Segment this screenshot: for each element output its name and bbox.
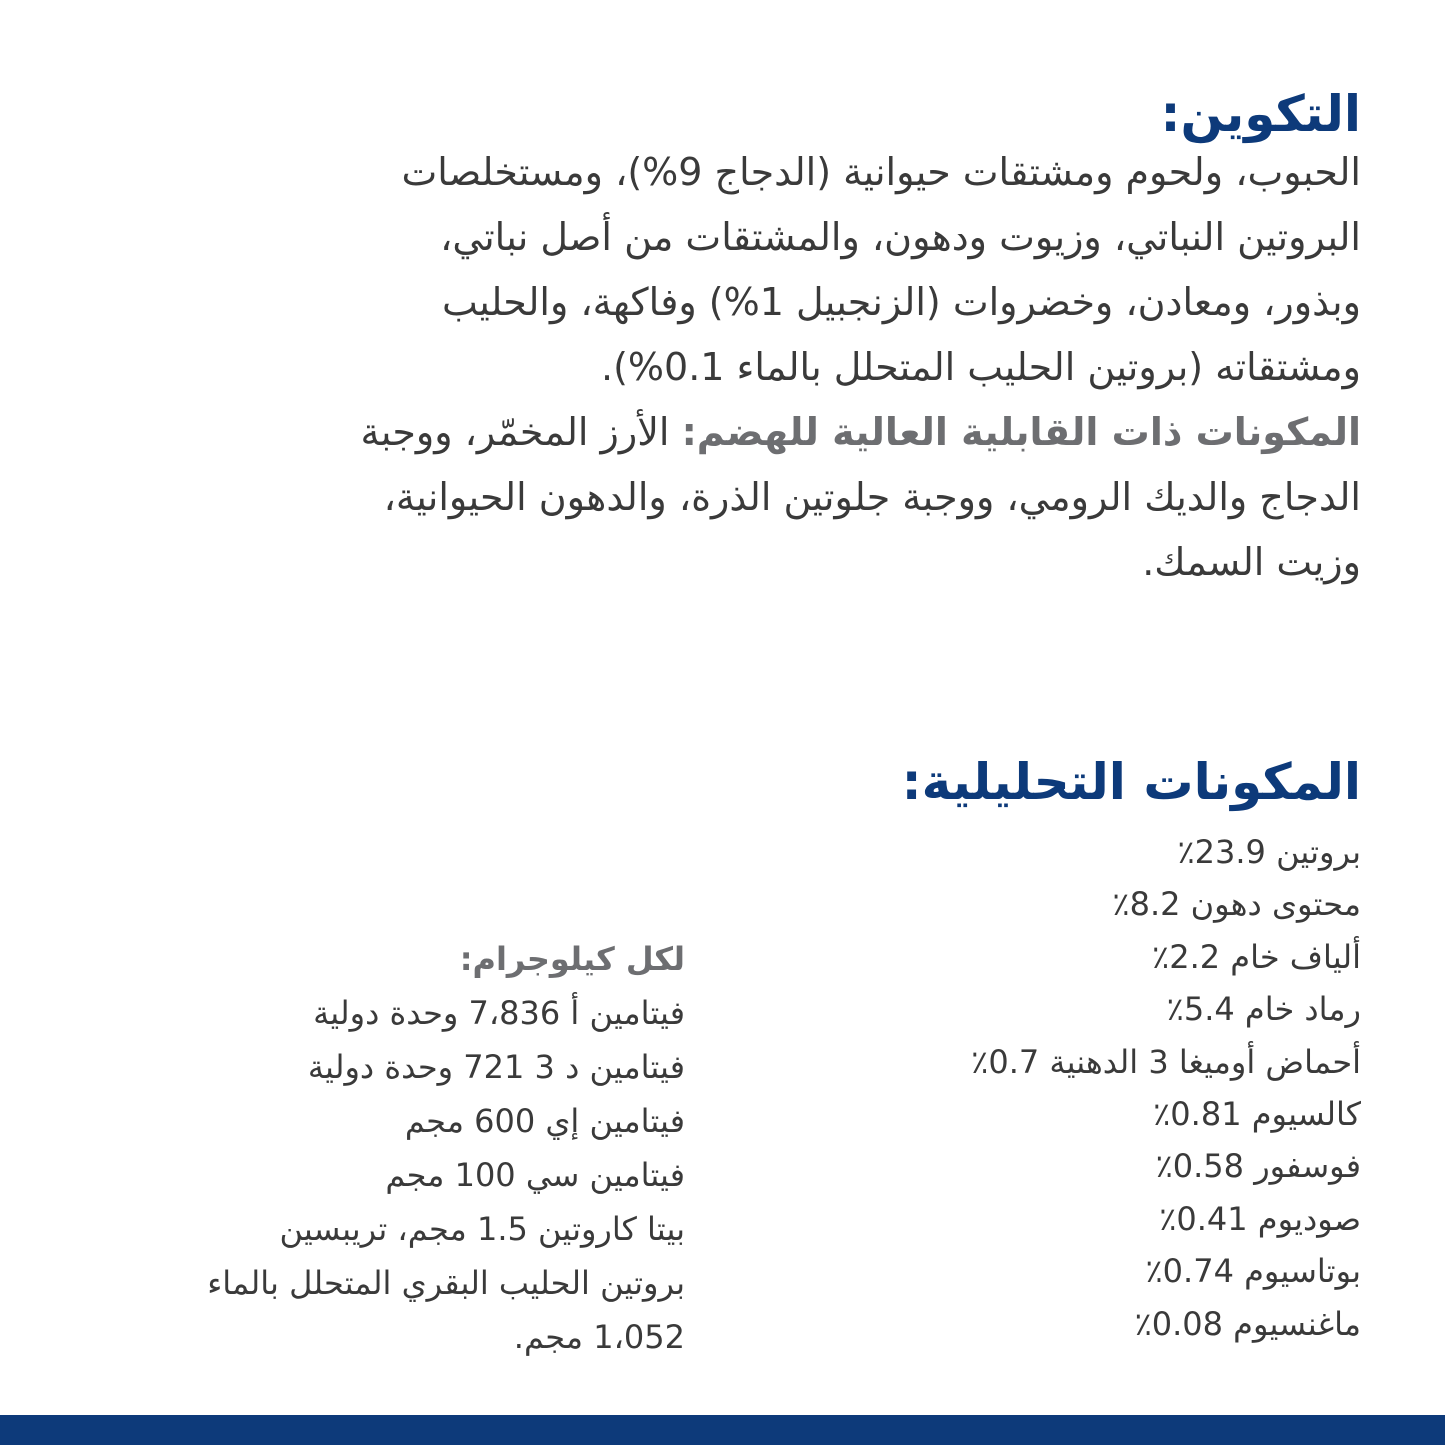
digestible-line: وزيت السمك. bbox=[1142, 540, 1361, 584]
per-kg-line: بيتا كاروتين 1.5 مجم، تريبسين bbox=[279, 1210, 685, 1248]
per-kg-line: فيتامين د 3 721 وحدة دولية bbox=[307, 1048, 685, 1086]
composition-body bbox=[61, 140, 1361, 595]
analytical-item: ماغنسيوم 0.08٪ bbox=[1134, 1304, 1361, 1343]
analytical-item: رماد خام 5.4٪ bbox=[1166, 990, 1361, 1029]
composition-line: ومشتقاته (بروتين الحليب المتحلل بالماء 0.1%). bbox=[601, 345, 1361, 389]
composition-title: التكوين: bbox=[1160, 85, 1361, 143]
digestible-text: الأرز المخمّر، ووجبة bbox=[360, 410, 682, 454]
analytical-list bbox=[721, 826, 1361, 1350]
digestible-label: المكونات ذات القابلية العالية للهضم: bbox=[681, 410, 1361, 454]
per-kg-line: بروتين الحليب البقري المتحلل بالماء bbox=[207, 1264, 685, 1302]
digestible-line bbox=[61, 400, 1361, 465]
analytical-item: محتوى دهون 8.2٪ bbox=[1112, 885, 1361, 924]
per-kg-line: فيتامين سي 100 مجم bbox=[385, 1156, 685, 1194]
analytical-item: فوسفور 0.58٪ bbox=[1155, 1147, 1361, 1186]
per-kg-line: 1،052 مجم. bbox=[513, 1318, 685, 1356]
per-kg-line: فيتامين إي 600 مجم bbox=[404, 1102, 685, 1140]
digestible-line: الدجاج والديك الرومي، ووجبة جلوتين الذرة، والدهون الحيوانية، bbox=[383, 475, 1361, 519]
analytical-item: بوتاسيوم 0.74٪ bbox=[1145, 1252, 1361, 1291]
composition-line: البروتين النباتي، وزيوت ودهون، والمشتقات من أصل نباتي، bbox=[440, 215, 1361, 259]
per-kg-section bbox=[25, 932, 685, 1364]
composition-line: الحبوب، ولحوم ومشتقات حيوانية (الدجاج 9%)، ومستخلصات bbox=[401, 150, 1361, 194]
per-kg-title: لكل كيلوجرام: bbox=[459, 940, 685, 978]
analytical-title: المكونات التحليلية: bbox=[901, 753, 1361, 811]
footer-bar bbox=[0, 1415, 1445, 1445]
analytical-item: صوديوم 0.41٪ bbox=[1159, 1199, 1361, 1238]
composition-line: وبذور، ومعادن، وخضروات (الزنجبيل 1%) وفاكهة، والحليب bbox=[441, 280, 1361, 324]
analytical-item: بروتين 23.9٪ bbox=[1177, 833, 1361, 871]
analytical-item: كالسيوم 0.81٪ bbox=[1153, 1095, 1361, 1134]
analytical-item: ألياف خام 2.2٪ bbox=[1152, 937, 1361, 976]
per-kg-line: فيتامين أ 7،836 وحدة دولية bbox=[313, 994, 685, 1032]
analytical-item: أحماض أوميغا 3 الدهنية 0.7٪ bbox=[971, 1042, 1361, 1081]
